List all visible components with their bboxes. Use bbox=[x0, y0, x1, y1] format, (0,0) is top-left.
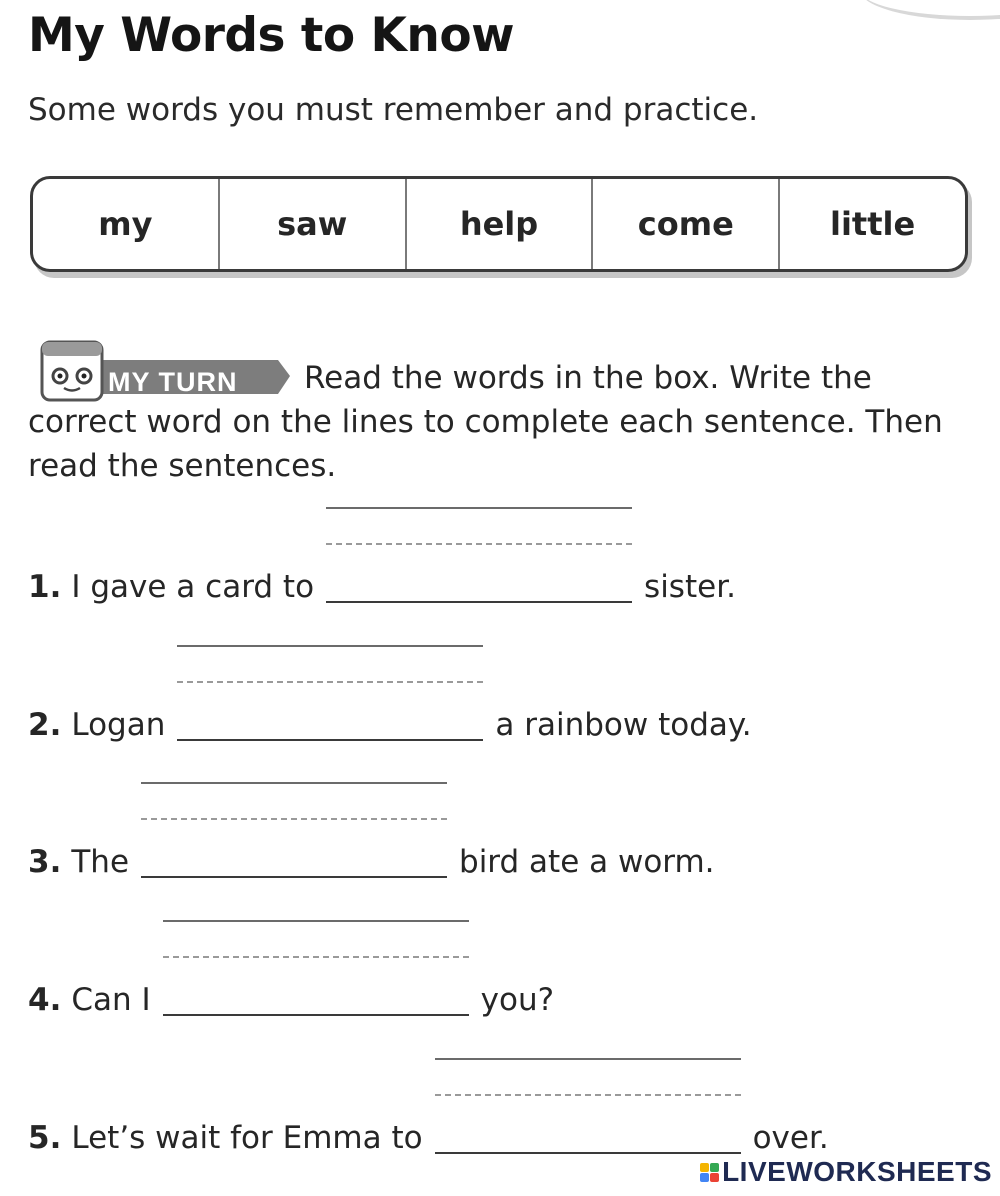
sentence-number: 4. bbox=[28, 982, 62, 1018]
corner-decoration bbox=[860, 0, 1000, 20]
sentence-text-after: over. bbox=[752, 1120, 829, 1156]
word-bank bbox=[30, 176, 968, 272]
sentence-2 bbox=[28, 703, 752, 743]
sentence-1 bbox=[28, 565, 736, 605]
liveworksheets-logo bbox=[700, 1156, 992, 1188]
sentence-text-after: bird ate a worm. bbox=[459, 844, 715, 880]
word-bank-item: saw bbox=[218, 179, 405, 269]
word-bank-item: come bbox=[591, 179, 778, 269]
sentence-4 bbox=[28, 978, 554, 1018]
logo-square bbox=[710, 1163, 719, 1172]
sentence-number: 3. bbox=[28, 844, 62, 880]
sentence-text-before: Logan bbox=[71, 707, 166, 743]
brand-name: LIVEWORKSHEETS bbox=[722, 1156, 992, 1187]
sentence-text-before: I gave a card to bbox=[71, 569, 315, 605]
page-title: My Words to Know bbox=[28, 8, 515, 63]
sentence-text-before: The bbox=[71, 844, 130, 880]
instructions-text: Read the words in the box. Write the correct word on the lines to complete each sentence. Then read the sentences. bbox=[28, 360, 943, 484]
sentence-text-after: you? bbox=[480, 982, 555, 1018]
answer-blank-4[interactable] bbox=[163, 978, 469, 1018]
sentence-text-before: Can I bbox=[71, 982, 151, 1018]
logo-square bbox=[710, 1173, 719, 1182]
sentence-number: 2. bbox=[28, 707, 62, 743]
sentence-number: 5. bbox=[28, 1120, 62, 1156]
instructions-block bbox=[28, 356, 978, 488]
sentence-3 bbox=[28, 840, 715, 880]
answer-blank-1[interactable] bbox=[326, 565, 632, 605]
sentence-5 bbox=[28, 1116, 829, 1156]
answer-blank-5[interactable] bbox=[435, 1116, 741, 1156]
sentence-text-before: Let’s wait for Emma to bbox=[71, 1120, 423, 1156]
sentence-number: 1. bbox=[28, 569, 62, 605]
page-subtitle: Some words you must remember and practice. bbox=[28, 92, 759, 128]
logo-square bbox=[700, 1163, 709, 1172]
sentence-text-after: sister. bbox=[644, 569, 736, 605]
word-bank-item: help bbox=[405, 179, 592, 269]
word-bank-item: my bbox=[98, 205, 153, 243]
logo-square bbox=[700, 1173, 709, 1182]
answer-blank-3[interactable] bbox=[141, 840, 447, 880]
my-turn-badge bbox=[28, 356, 296, 400]
liveworksheets-icon bbox=[700, 1163, 719, 1182]
my-turn-label: MY TURN bbox=[108, 367, 238, 397]
answer-blank-2[interactable] bbox=[177, 703, 483, 743]
sentence-text-after: a rainbow today. bbox=[495, 707, 752, 743]
word-bank-item: little bbox=[778, 179, 965, 269]
